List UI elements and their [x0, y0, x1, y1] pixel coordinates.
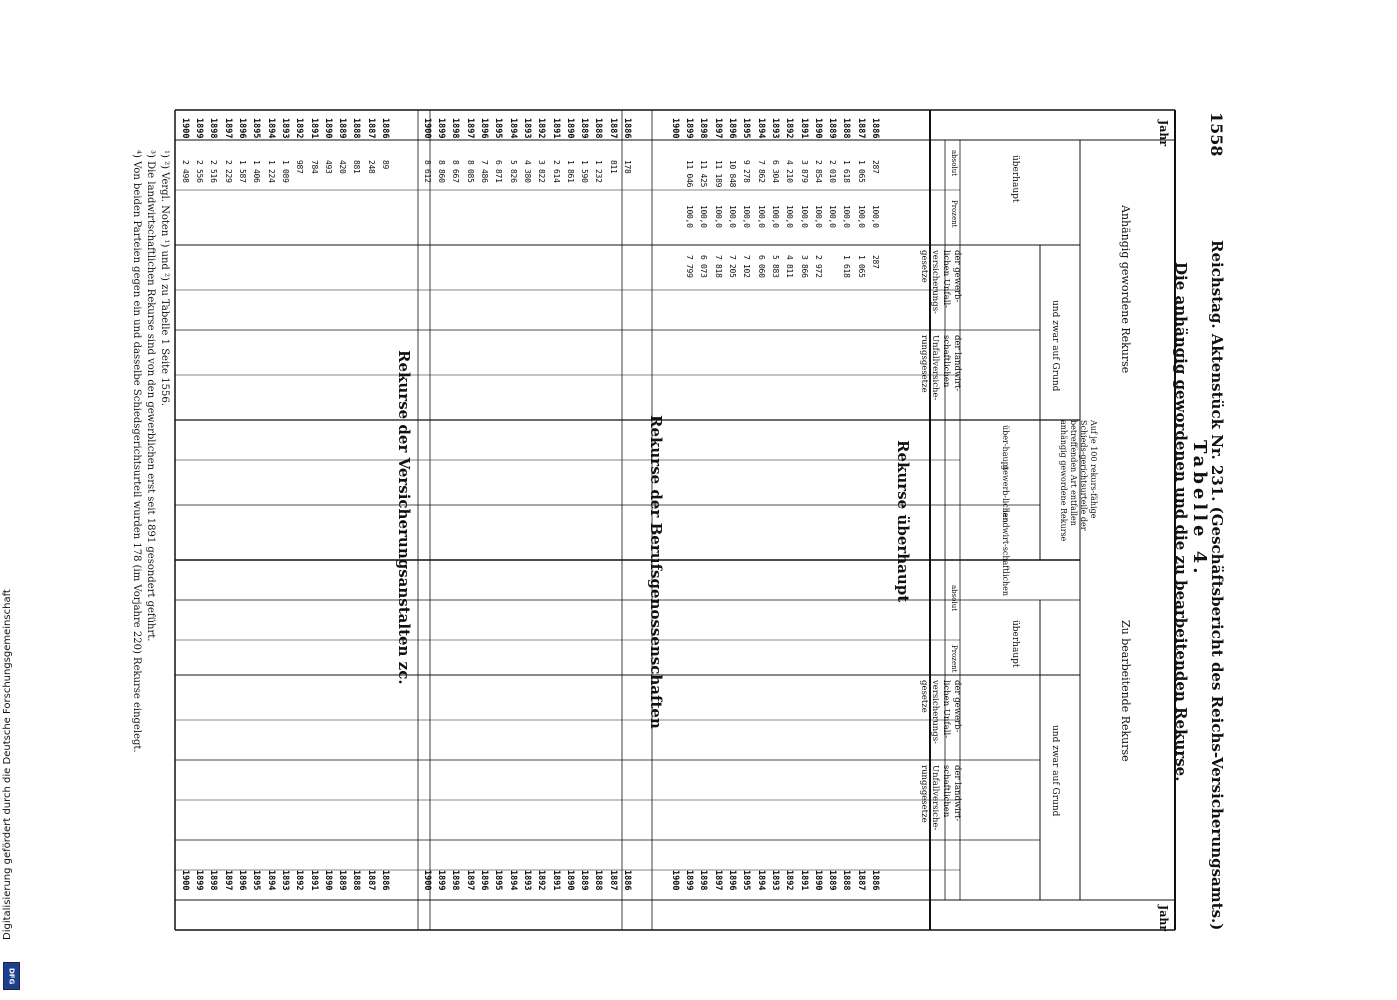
year-cell: 1898 [208, 870, 219, 891]
s2-cell-abs: 811 [608, 160, 618, 174]
year-cell: 1894 [265, 118, 276, 139]
footnote-1: ¹) ²) Vergl. Noten ¹) und ²) zu Tabelle 1 Seite 1556. [159, 150, 170, 406]
year-cell: 1893 [279, 870, 290, 891]
s1-cell-gewerb: 4 811 [785, 255, 795, 278]
header-ueber-haupt: über-haupt [1001, 425, 1010, 470]
year-cell: 1887 [607, 118, 618, 139]
s1-cell-abs: 10 848 [728, 160, 737, 188]
year-cell: 1896 [479, 870, 489, 891]
s2-cell-abs: 1 232 [594, 160, 604, 183]
header-ueberhaupt-1: überhaupt [1010, 155, 1020, 203]
year-cell: 1895 [741, 870, 752, 891]
s1-cell-proz: 100,0 [742, 205, 752, 228]
s3-cell-abs: 1 406 [252, 160, 262, 183]
s1-cell-proz: 100,0 [728, 205, 737, 228]
year-cell: 1899 [436, 118, 447, 139]
header-auf-je-100: Auf je 100 rekurs-fähige Schieds-gerichtsurteile der betreffenden Art entfallen anhängig gewordene Rekurse [1059, 420, 1098, 542]
s1-cell-gewerb: 3 866 [799, 255, 809, 278]
s1-cell-proz: 100,0 [799, 205, 809, 228]
year-cell: 1899 [194, 118, 205, 139]
s2-cell-abs: 1 861 [565, 160, 575, 183]
year-cell: 1889 [827, 118, 838, 139]
s2-cell-abs: 6 871 [494, 160, 504, 183]
year-cell: 1896 [727, 118, 737, 139]
s1-cell-gewerb: 7 102 [742, 255, 752, 278]
year-cell: 1898 [450, 870, 461, 891]
year-cell: 1887 [365, 118, 376, 139]
s1-cell-gewerb: 2 972 [813, 255, 823, 278]
footnote-2: ³) Die landwirtschaftlichen Rekurse sind von den gewerblichen erst seit 1891 gesondert geführt. [145, 150, 156, 642]
year-cell: 1896 [479, 118, 489, 139]
header-gewerblich-2: der gewerb-lichen Unfall-versicherungs-gesetze [919, 680, 962, 744]
s3-cell-abs: 1 089 [280, 160, 290, 183]
s3-cell-abs: 2 498 [180, 160, 190, 183]
header-abs-1: absolut [950, 150, 958, 177]
year-cell: 1895 [741, 118, 752, 139]
s1-cell-abs: 287 [871, 160, 880, 174]
year-cell: 1889 [827, 870, 838, 891]
s1-cell-proz: 100,0 [842, 205, 852, 228]
s1-cell-abs: 3 879 [799, 160, 809, 183]
year-cell: 1892 [294, 118, 305, 139]
year-cell: 1900 [669, 118, 680, 139]
s1-cell-gewerb: 1 618 [842, 255, 852, 278]
year-cell: 1898 [698, 870, 709, 891]
s1-cell-proz: 100,0 [685, 205, 695, 228]
s2-cell-abs: 2 614 [551, 160, 561, 183]
header-ueberhaupt-2: überhaupt [1010, 620, 1020, 668]
s1-cell-proz: 100,0 [871, 205, 880, 228]
year-cell: 1895 [493, 870, 504, 891]
s3-cell-abs: 2 516 [209, 160, 219, 183]
s3-cell-abs: 89 [381, 160, 390, 170]
s2-cell-abs: 3 822 [537, 160, 547, 183]
year-cell: 1886 [870, 870, 880, 891]
s1-cell-abs: 11 046 [685, 160, 695, 188]
s2-cell-abs: 178 [623, 160, 632, 174]
header-anhaengig: Anhängig gewordene Rekurse [1119, 205, 1132, 374]
s1-cell-proz: 100,0 [813, 205, 823, 228]
year-cell: 1896 [237, 118, 247, 139]
s3-cell-abs: 2 556 [195, 160, 205, 183]
s1-cell-abs: 1 065 [856, 160, 866, 183]
year-cell: 1890 [564, 870, 575, 891]
year-cell: 1899 [684, 118, 695, 139]
year-cell: 1896 [237, 870, 247, 891]
s1-cell-proz: 100,0 [828, 205, 838, 228]
year-cell: 1892 [784, 118, 795, 139]
s1-cell-gewerb: 287 [871, 255, 880, 269]
year-cell: 1900 [421, 870, 432, 891]
year-cell: 1890 [812, 870, 823, 891]
year-cell: 1895 [251, 118, 262, 139]
section-title-1: Rekurse überhaupt [894, 440, 912, 603]
s1-cell-abs: 2 854 [813, 160, 823, 183]
year-cell: 1888 [593, 870, 604, 891]
header-gewerblich-1: der gewerb-lichen Unfall-versicherungs-gesetze [919, 250, 962, 314]
year-cell: 1892 [294, 870, 305, 891]
header-jahr: Jahr [1157, 120, 1170, 147]
s1-cell-gewerb: 1 065 [856, 255, 866, 278]
year-cell: 1898 [450, 118, 461, 139]
header-jahr-right: Jahr [1157, 905, 1170, 932]
year-cell: 1891 [550, 118, 561, 139]
year-cell: 1889 [337, 870, 348, 891]
year-cell: 1887 [365, 870, 376, 891]
s2-cell-abs: 8 612 [422, 160, 432, 183]
s1-cell-gewerb: 5 883 [770, 255, 780, 278]
year-cell: 1897 [464, 118, 475, 139]
s1-cell-proz: 100,0 [770, 205, 780, 228]
table-title: Tabelle 4. [1189, 440, 1210, 578]
s3-cell-abs: 1 224 [266, 160, 276, 183]
year-cell: 1898 [208, 118, 219, 139]
header-und-zwar-2: und zwar auf Grund [1050, 725, 1060, 817]
header-proz-2: Prozent [950, 645, 958, 673]
year-cell: 1900 [179, 870, 190, 891]
year-cell: 1894 [755, 870, 766, 891]
year-cell: 1886 [870, 118, 880, 139]
header-proz-1: Prozent [950, 200, 958, 228]
year-cell: 1891 [550, 870, 561, 891]
s3-cell-abs: 987 [295, 160, 305, 174]
year-cell: 1894 [755, 118, 766, 139]
year-cell: 1891 [308, 870, 319, 891]
s3-cell-abs: 881 [352, 160, 362, 174]
year-cell: 1897 [712, 118, 723, 139]
year-cell: 1887 [855, 870, 866, 891]
s1-cell-proz: 100,0 [699, 205, 709, 228]
year-cell: 1890 [564, 118, 575, 139]
year-cell: 1893 [769, 118, 780, 139]
s1-cell-abs: 9 278 [742, 160, 752, 183]
year-cell: 1900 [179, 118, 190, 139]
s1-cell-abs: 7 862 [756, 160, 766, 183]
year-cell: 1897 [712, 870, 723, 891]
year-cell: 1897 [464, 870, 475, 891]
year-cell: 1889 [579, 870, 590, 891]
year-cell: 1899 [684, 870, 695, 891]
year-cell: 1890 [812, 118, 823, 139]
s1-cell-abs: 1 618 [842, 160, 852, 183]
footnote-3: ⁴) Von beiden Parteien gegen ein und dasselbe Schiedsgerichtsurteil wurden 178 (im Vorjahre 220) Rekurse eingelegt. [131, 150, 142, 753]
s1-cell-gewerb: 7 205 [728, 255, 737, 278]
year-cell: 1891 [308, 118, 319, 139]
s2-cell-abs: 8 085 [465, 160, 475, 183]
header-und-zwar-1: und zwar auf Grund [1050, 300, 1060, 392]
dfg-logo: DFG [3, 962, 20, 990]
year-cell: 1893 [279, 118, 290, 139]
year-cell: 1892 [536, 870, 547, 891]
year-cell: 1886 [622, 870, 632, 891]
s1-cell-gewerb: 7 818 [713, 255, 723, 278]
s1-cell-proz: 100,0 [856, 205, 866, 228]
year-cell: 1886 [380, 118, 390, 139]
year-cell: 1893 [521, 870, 532, 891]
year-cell: 1899 [194, 870, 205, 891]
year-cell: 1887 [855, 118, 866, 139]
year-cell: 1895 [493, 118, 504, 139]
header-gewerbl: gewerb-lichen [1001, 465, 1010, 523]
s1-cell-abs: 11 425 [699, 160, 709, 188]
s1-cell-abs: 4 210 [785, 160, 795, 183]
page-number: 1558 [1207, 112, 1226, 157]
year-cell: 1888 [593, 118, 604, 139]
year-cell: 1887 [607, 870, 618, 891]
s2-cell-abs: 4 380 [522, 160, 532, 183]
header-landw: landwirt-schaftlichen [1001, 510, 1010, 597]
s3-cell-abs: 1 587 [238, 160, 247, 183]
year-cell: 1891 [798, 870, 809, 891]
year-cell: 1888 [351, 870, 362, 891]
year-cell: 1894 [265, 870, 276, 891]
running-head: Reichstag. Aktenstück Nr. 231. (Geschäftsbericht des Reichs-Versicherungsamts.) [1208, 240, 1226, 931]
section-title-2: Rekurse der Berufsgenossenschaften [647, 415, 665, 729]
year-cell: 1888 [351, 118, 362, 139]
year-cell: 1894 [507, 870, 518, 891]
year-cell: 1893 [521, 118, 532, 139]
year-cell: 1888 [841, 118, 852, 139]
year-cell: 1900 [669, 870, 680, 891]
s2-cell-abs: 1 590 [580, 160, 590, 183]
s3-cell-abs: 420 [338, 160, 348, 174]
year-cell: 1893 [769, 870, 780, 891]
year-cell: 1888 [841, 870, 852, 891]
s1-cell-gewerb: 6 060 [756, 255, 766, 278]
s1-cell-abs: 6 304 [770, 160, 780, 183]
s3-cell-abs: 2 229 [223, 160, 233, 183]
header-landwirtschaftlich-1: der landwirt-schaftlichen Unfallversiche-rungsgesetze [919, 335, 962, 401]
year-cell: 1894 [507, 118, 518, 139]
year-cell: 1897 [222, 870, 233, 891]
year-cell: 1900 [421, 118, 432, 139]
year-cell: 1896 [727, 870, 737, 891]
s1-cell-proz: 100,0 [713, 205, 723, 228]
s2-cell-abs: 7 486 [480, 160, 489, 183]
s1-cell-gewerb: 7 799 [685, 255, 695, 278]
year-cell: 1886 [622, 118, 632, 139]
header-landwirtschaftlich-2: der landwirt-schaftlichen Unfallversiche-rungsgesetze [919, 765, 962, 831]
year-cell: 1897 [222, 118, 233, 139]
section-title-3: Rekurse der Versicherungsanstalten zc. [395, 350, 413, 685]
s3-cell-abs: 248 [366, 160, 376, 174]
s1-cell-abs: 2 010 [828, 160, 838, 183]
year-cell: 1891 [798, 118, 809, 139]
s3-cell-abs: 493 [323, 160, 333, 174]
table-subtitle: Die anhängig gewordenen und die zu bearbeitenden Rekurse. [1172, 262, 1190, 782]
s3-cell-abs: 784 [309, 160, 319, 174]
year-cell: 1899 [436, 870, 447, 891]
year-cell: 1889 [579, 118, 590, 139]
year-cell: 1892 [536, 118, 547, 139]
year-cell: 1889 [337, 118, 348, 139]
s1-cell-proz: 100,0 [756, 205, 766, 228]
year-cell: 1890 [322, 870, 333, 891]
year-cell: 1886 [380, 870, 390, 891]
s2-cell-abs: 8 667 [451, 160, 461, 183]
s1-cell-abs: 11 189 [713, 160, 723, 188]
year-cell: 1895 [251, 870, 262, 891]
s1-cell-proz: 100,0 [785, 205, 795, 228]
s2-cell-abs: 8 860 [437, 160, 447, 183]
year-cell: 1890 [322, 118, 333, 139]
s1-cell-gewerb: 6 073 [699, 255, 709, 278]
s2-cell-abs: 5 826 [508, 160, 518, 183]
digitization-credit: Digitalisierung gefördert durch die Deutsche Forschungsgemeinschaft [2, 589, 13, 940]
year-cell: 1898 [698, 118, 709, 139]
header-abs-2: absolut [950, 585, 958, 612]
header-zu-bearbeiten: Zu bearbeitende Rekurse [1119, 620, 1132, 762]
year-cell: 1892 [784, 870, 795, 891]
